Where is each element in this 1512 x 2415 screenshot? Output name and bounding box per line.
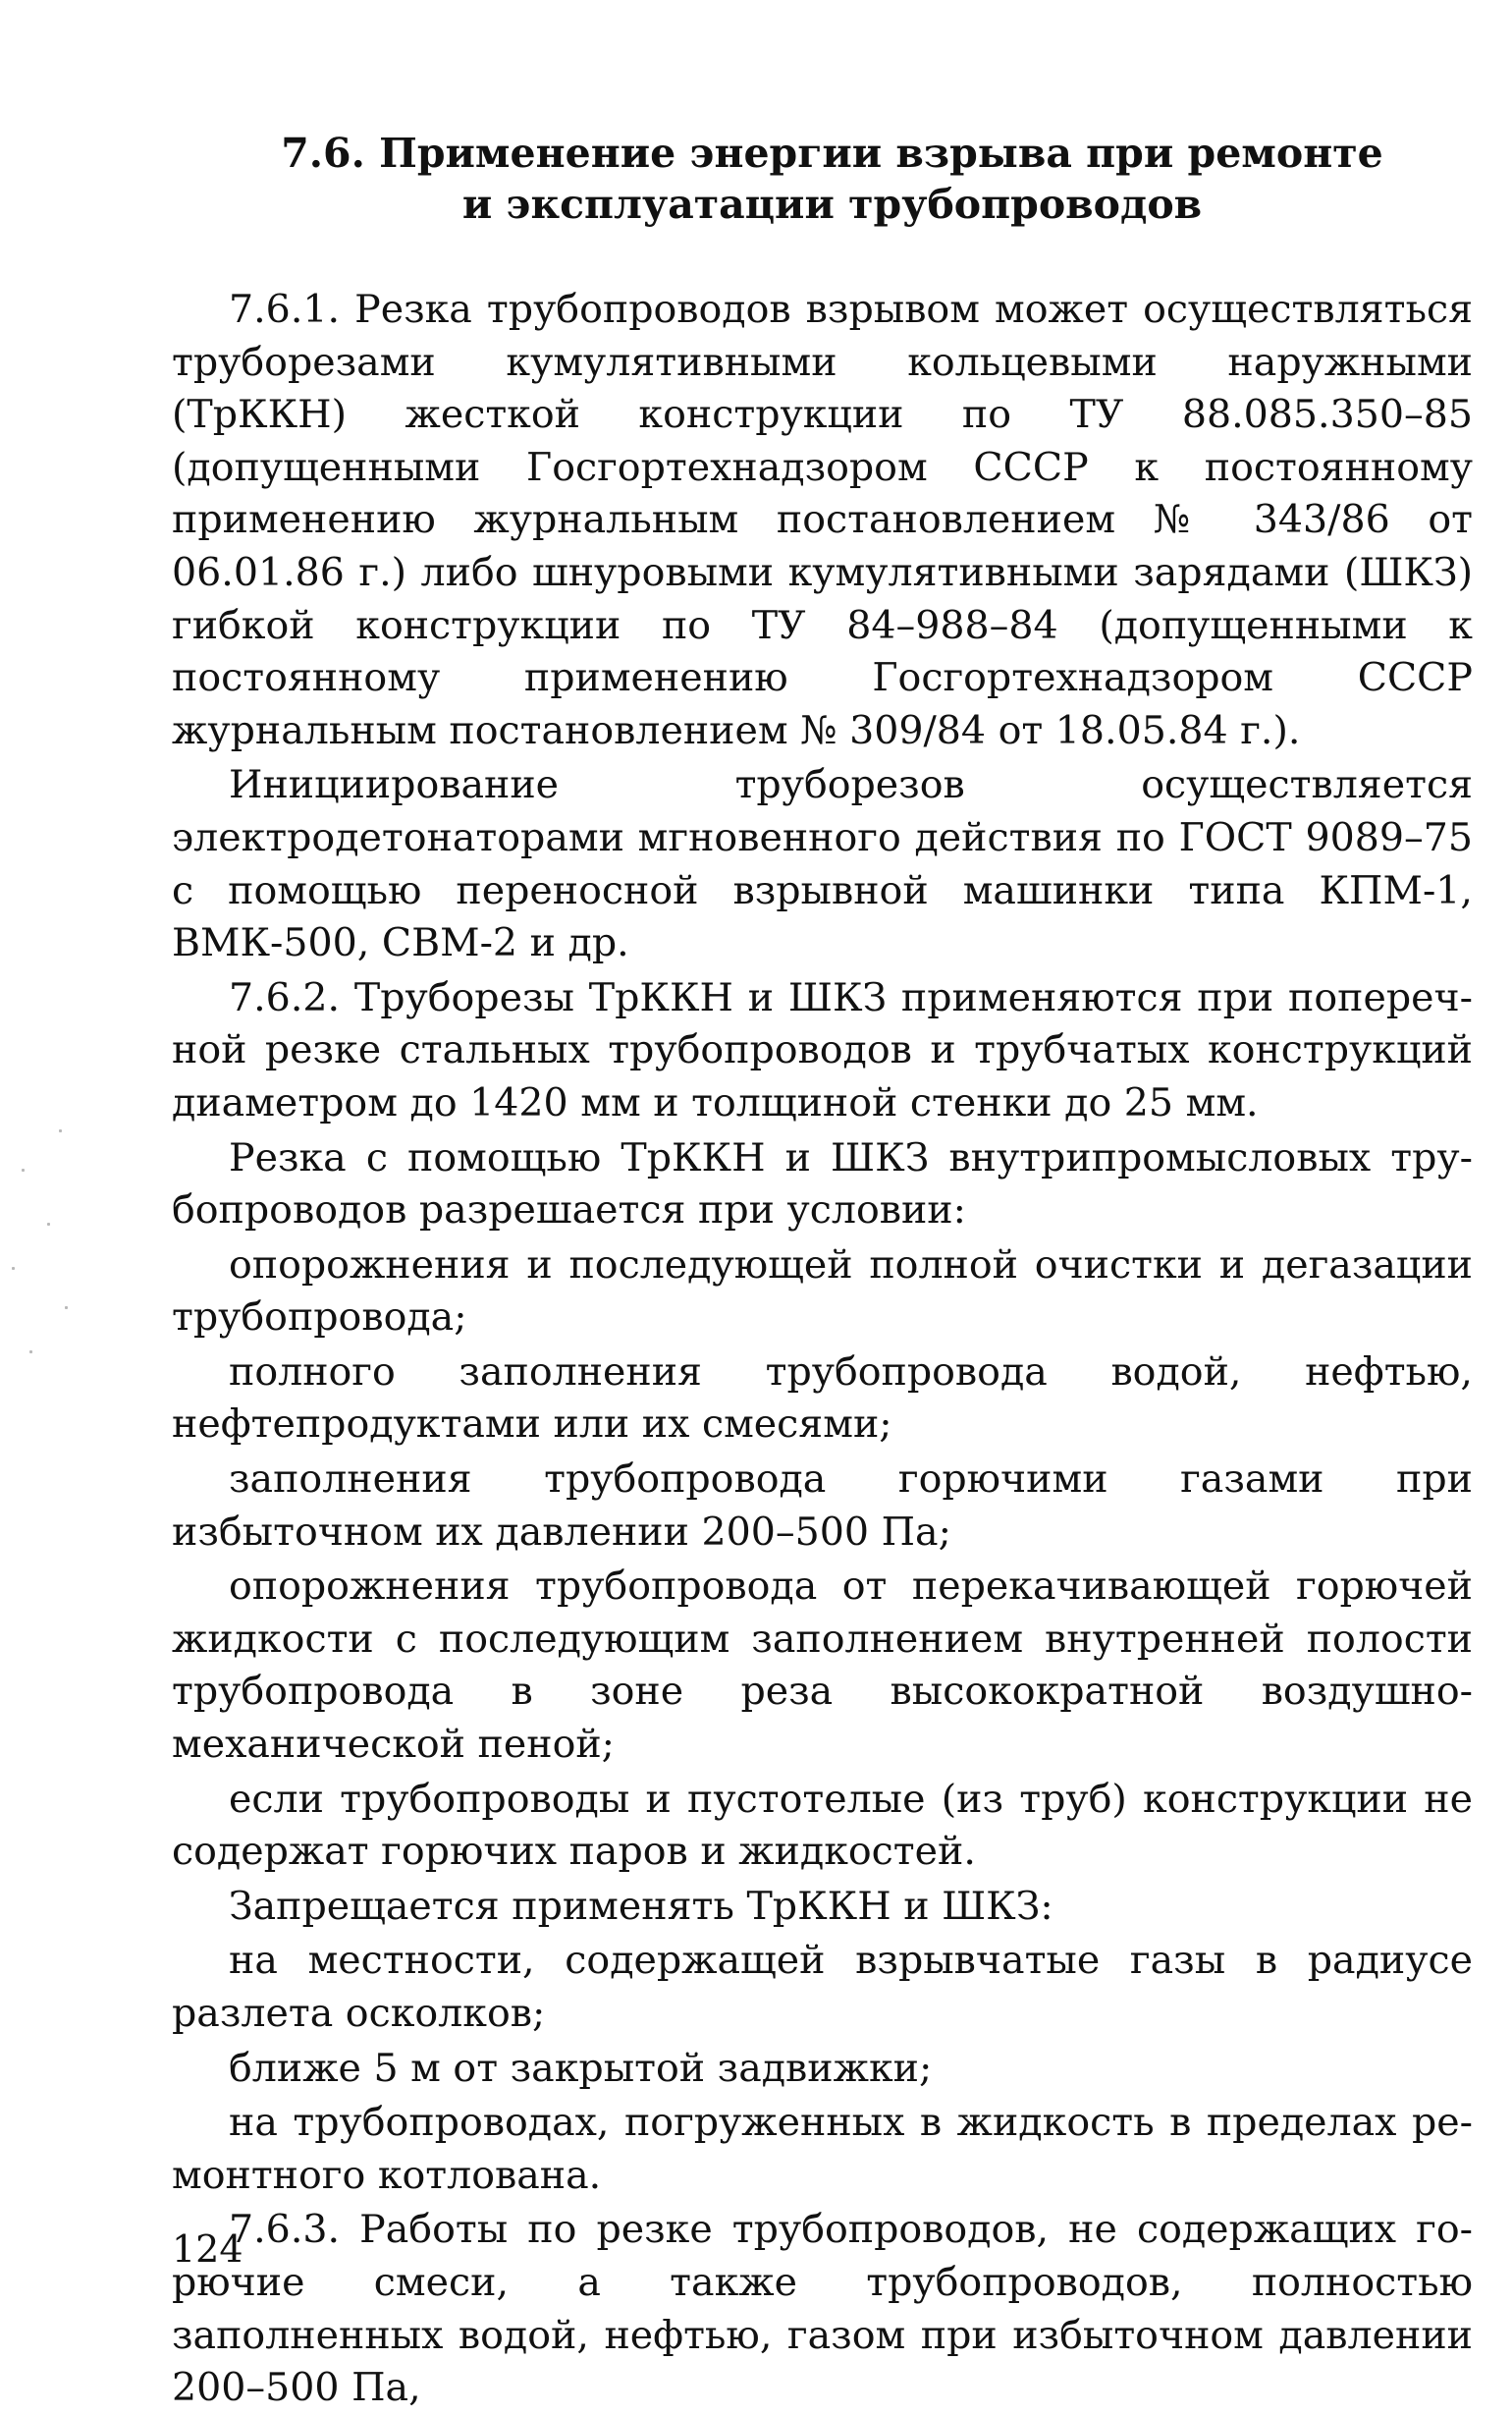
paragraph-7-6-3: 7.6.3. Работы по резке трубопроводов, не содержащих горючие смеси, а также трубопроводов, полностью заполненных водой, нефтью, газом при избыточном давлении 200–500 Па, xyxy=(172,2207,1473,2411)
list-item-prohibition-1: на местности, содержащей взрывчатые газы в радиусе разлета осколков; xyxy=(172,1938,1473,2036)
section-heading xyxy=(172,128,1473,230)
list-item-condition-4: опорожнения трубопровода от перекачивающей горючей жидкости с последующим заполнением внутренней полости трубопровода в зоне реза высокократной воздушно-механической пеной; xyxy=(172,1564,1473,1768)
body-text xyxy=(172,284,1473,2415)
scan-speck xyxy=(12,1267,15,1270)
scan-speck xyxy=(59,1129,62,1132)
scan-speck xyxy=(47,1223,50,1226)
scan-speck xyxy=(29,1350,32,1353)
list-item-condition-2: полного заполнения трубопровода водой, нефтью, нефтепродуктами или их смесями; xyxy=(172,1348,1473,1448)
paragraph-initiation: Инициирование труборезов осуществляется электродетонаторами мгновенного действия по ГОСТ 9089–75 с помощью переносной взрывной машинки типа КПМ-1, ВМК-500, СВМ-2 и др. xyxy=(172,762,1473,966)
list-item-condition-3: заполнения трубопровода горючими газами при избыточном их давлении 200–500 Па; xyxy=(172,1456,1473,1555)
paragraph-conditions-intro: Резка с помощью ТрККН и ШКЗ внутрипромысловых трубопроводов разрешается при условии: xyxy=(172,1134,1473,1234)
scan-speck xyxy=(65,1306,68,1309)
paragraph-prohibitions-intro: Запрещается применять ТрККН и ШКЗ: xyxy=(229,1883,1053,1929)
scan-speck xyxy=(22,1169,25,1172)
list-item-condition-5: если трубопроводы и пустотелые (из труб) конструкции не содержат горючих паров и жидкостей. xyxy=(172,1776,1473,1875)
list-item-condition-1: опорожнения и последующей полной очистки и дегазации трубопровода; xyxy=(172,1241,1473,1341)
section-heading-line-1: 7.6. Применение энергии взрыва при ремонте xyxy=(281,130,1383,177)
list-item-prohibition-2: ближе 5 м от закрытой задвижки; xyxy=(229,2045,933,2091)
paragraph-7-6-2: 7.6.2. Труборезы ТрККН и ШКЗ применяются при поперечной резке стальных трубопроводов и трубчатых конструкций диаметром до 1420 мм и толщиной стенки до 25 мм. xyxy=(172,974,1473,1125)
section-heading-line-2: и эксплуатации трубопроводов xyxy=(461,181,1203,228)
list-item-prohibition-3: на трубопроводах, погруженных в жидкость в пределах ремонтного котлована. xyxy=(172,2100,1473,2198)
page-number: 124 xyxy=(172,2227,243,2271)
paragraph-7-6-1: 7.6.1. Резка трубопроводов взрывом может осуществляться труборезами кумулятивными кольцевыми наружными (ТрККН) жесткой конструкции по ТУ 88.085.350–85 (допущенными Госгортехнадзором СССР к постоянному применению журнальным постановлением № 343/86 от 06.01.86 г.) либо шнуровыми кумулятивными зарядами (ШКЗ) гибкой конструкции по ТУ 84–988–84 (допущенными к постоянному применению Госгортехнадзором СССР журнальным постановлением № 309/84 от 18.05.84 г.). xyxy=(172,287,1473,753)
